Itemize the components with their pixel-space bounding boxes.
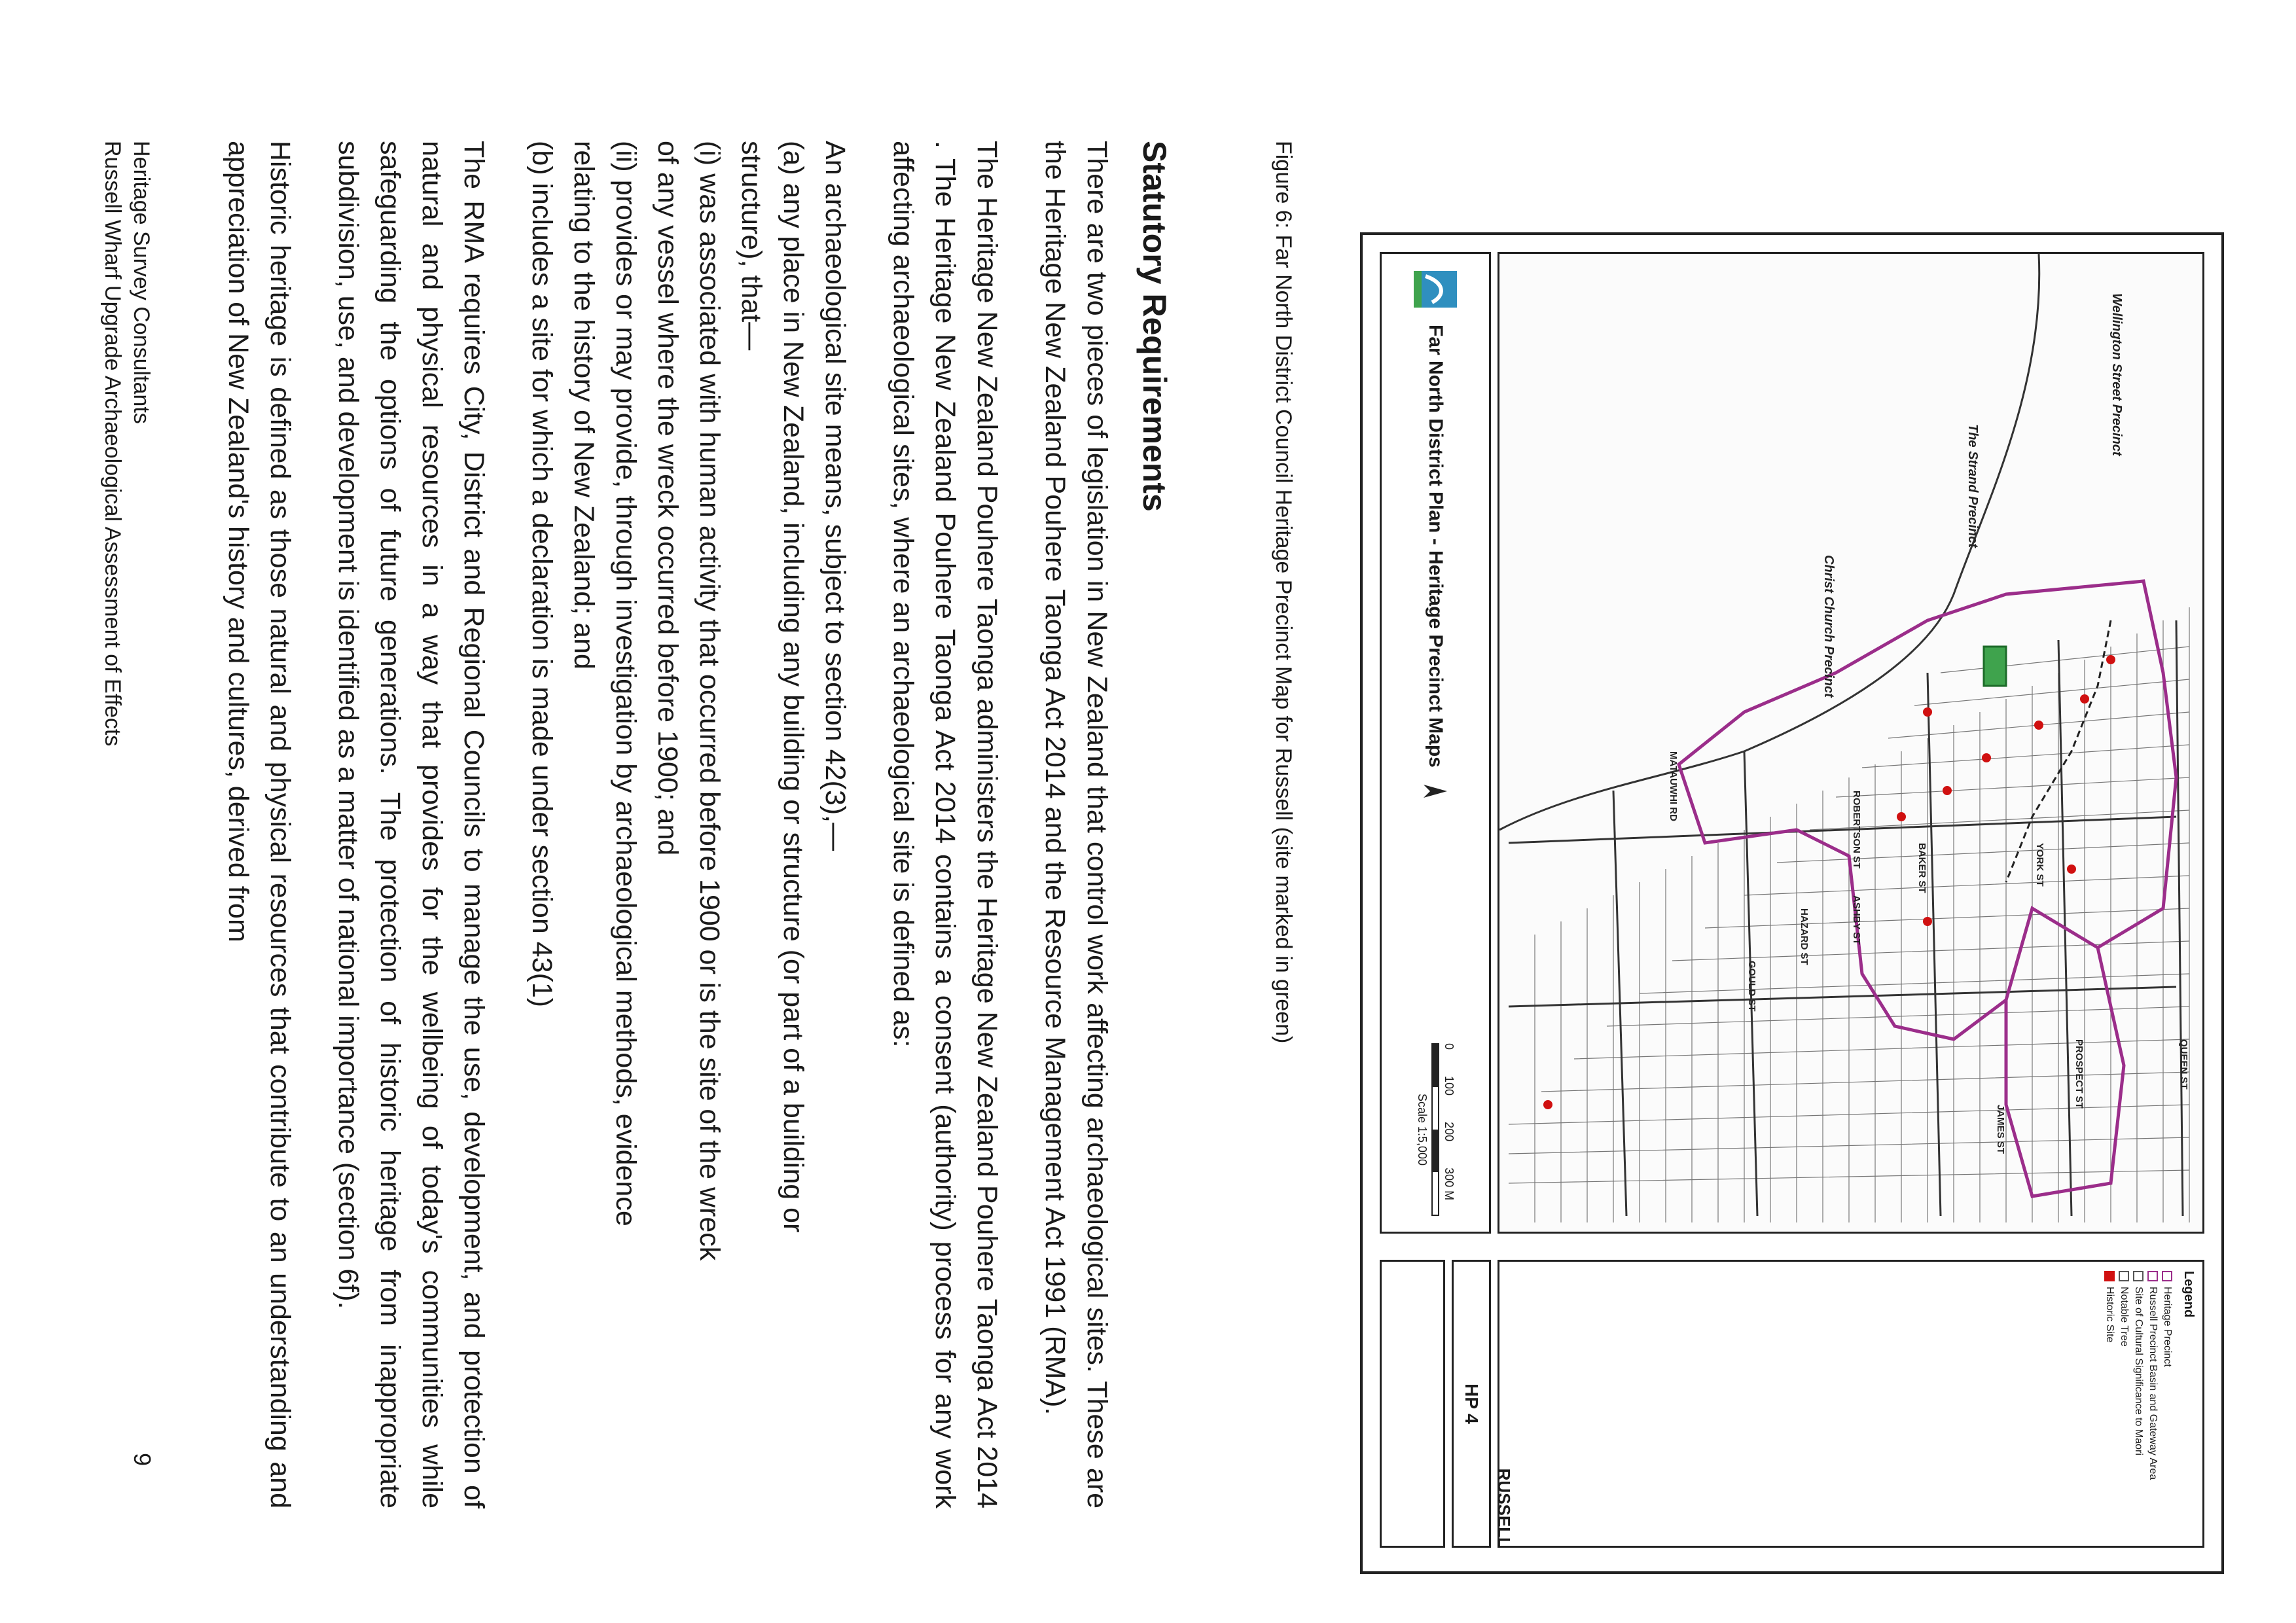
page-number: 9	[129, 1453, 156, 1467]
definition-line: relating to the history of New Zealand; and	[568, 141, 600, 669]
street-map	[1499, 254, 2202, 1232]
map-sheet-id: HP 4	[1452, 1260, 1491, 1548]
definition-line: (b) includes a site for which a declaration is made under section 43(1)	[526, 141, 558, 1008]
paragraph: The Heritage New Zealand Pouhere Taonga administers the Heritage New Zealand Pouhere Taonga Act 2014 . The Heritage New Zealand Pouhere Taonga Act 2014 contains a consent (authority) process for any work affecting archaeological sites, where an archaeological site is defined as:	[888, 141, 1003, 1509]
legend-item	[2145, 1262, 2160, 1546]
street-label: JAMES ST	[1995, 1105, 2006, 1154]
definition-line: (ii) provides or may provide, through investigation by archaeological methods, evidence	[610, 141, 641, 1226]
scale-ticks	[1442, 1043, 1456, 1216]
scale-label: Scale 1:5,000	[1416, 1093, 1429, 1166]
paragraph: There are two pieces of legislation in New Zealand that control work affecting archaeological sites. These are the Heritage New Zealand Pouhere Taonga Act 2014 and the Resource Management Act 1991 (RMA).	[1039, 141, 1113, 1508]
street-label: HAZARD ST	[1799, 908, 1810, 965]
street-label: BAKER ST	[1916, 843, 1928, 893]
legend-swatch	[2162, 1271, 2172, 1281]
definition-line: of any vessel where the wreck occurred before 1900; and	[652, 141, 683, 856]
legend-label: Historic Site	[2104, 1287, 2115, 1343]
legend-label: Site of Cultural Significance to Maori	[2133, 1287, 2144, 1455]
legend-label: Notable Tree	[2119, 1287, 2130, 1347]
definition-line: (i) was associated with human activity that occurred before 1900 or is the site of the wreck	[694, 141, 725, 1261]
figure-caption: Figure 6: Far North District Council Heritage Precinct Map for Russell (site marked in green)	[1271, 141, 1296, 1044]
project-site-marker	[1984, 647, 2006, 686]
council-logo-icon	[1412, 270, 1458, 309]
legend-item	[2117, 1262, 2131, 1546]
legend-label: Russell Precinct Basin and Gateway Area	[2147, 1287, 2159, 1480]
scale-tick: 200	[1443, 1122, 1456, 1142]
street-label: MATAUWHI RD	[1668, 751, 1679, 821]
legend-title: Legend	[2181, 1271, 2196, 1318]
legend-swatch	[2104, 1271, 2115, 1281]
paragraph: The RMA requires City, District and Regional Councils to manage the use, development, and protection of natural and physical resources in a way that provides for the wellbeing of today's communities while safeguarding the options of future generations. The protection of historic heritage from inappropriate subdivision, use, and development is identified as a matter of national importance (section 6f).	[332, 141, 490, 1508]
scale-tick: 100	[1443, 1076, 1456, 1096]
map-area	[1498, 252, 2204, 1234]
street-label: YORK ST	[2034, 843, 2045, 887]
map-place-name: RUSSELL	[1494, 1468, 1514, 1548]
precinct-label-strand: The Strand Precinct	[1965, 424, 1980, 548]
legend-swatch	[2147, 1271, 2158, 1281]
map-scale	[1415, 1043, 1456, 1216]
body-text	[217, 141, 1118, 1508]
map-disclaimer	[1380, 1260, 1445, 1548]
legend-item	[2102, 1262, 2117, 1546]
legend-swatch	[2119, 1271, 2129, 1281]
scale-tick: 300 M	[1443, 1168, 1456, 1201]
precinct-label-christ-church: Christ Church Precinct	[1821, 555, 1836, 698]
map-title-bar	[1380, 252, 1491, 1234]
precinct-label-wellington: Wellington Street Precinct	[2109, 293, 2124, 456]
paragraph: Historic heritage is defined as those natural and physical resources that contribute to an understanding and appreciation of New Zealand's history and cultures, derived from	[223, 141, 296, 1508]
heritage-map-figure	[1360, 232, 2224, 1574]
scale-bar	[1431, 1043, 1439, 1216]
footer	[98, 141, 156, 746]
section-heading: Statutory Requirements	[1136, 141, 1173, 512]
street-label: PROSPECT ST	[2073, 1039, 2085, 1109]
street-label: GOULD ST	[1746, 961, 1757, 1012]
street-label: ASHBY ST	[1851, 895, 1862, 945]
definition-line: structure), that—	[736, 141, 767, 351]
scale-tick: 0	[1443, 1043, 1456, 1050]
map-title: Far North District Plan - Heritage Precinct Maps	[1425, 325, 1446, 768]
footer-report-title: Russell Wharf Upgrade Archaeological Assessment of Effects	[100, 141, 125, 747]
street-label: ROBERTSON ST	[1851, 791, 1862, 869]
definition-line: (a) any place in New Zealand, including any building or structure (or part of a building or	[778, 141, 809, 1233]
map-legend	[1498, 1260, 2204, 1548]
north-arrow-icon	[1422, 783, 1448, 799]
legend-swatch	[2133, 1271, 2144, 1281]
legend-item	[2160, 1262, 2174, 1546]
definition-line: An archaeological site means, subject to section 42(3),—	[819, 141, 851, 851]
legend-item	[2131, 1262, 2145, 1546]
street-label: QUEEN ST	[2178, 1039, 2189, 1090]
footer-company: Heritage Survey Consultants	[129, 141, 154, 424]
legend-label: Heritage Precinct	[2162, 1287, 2173, 1367]
